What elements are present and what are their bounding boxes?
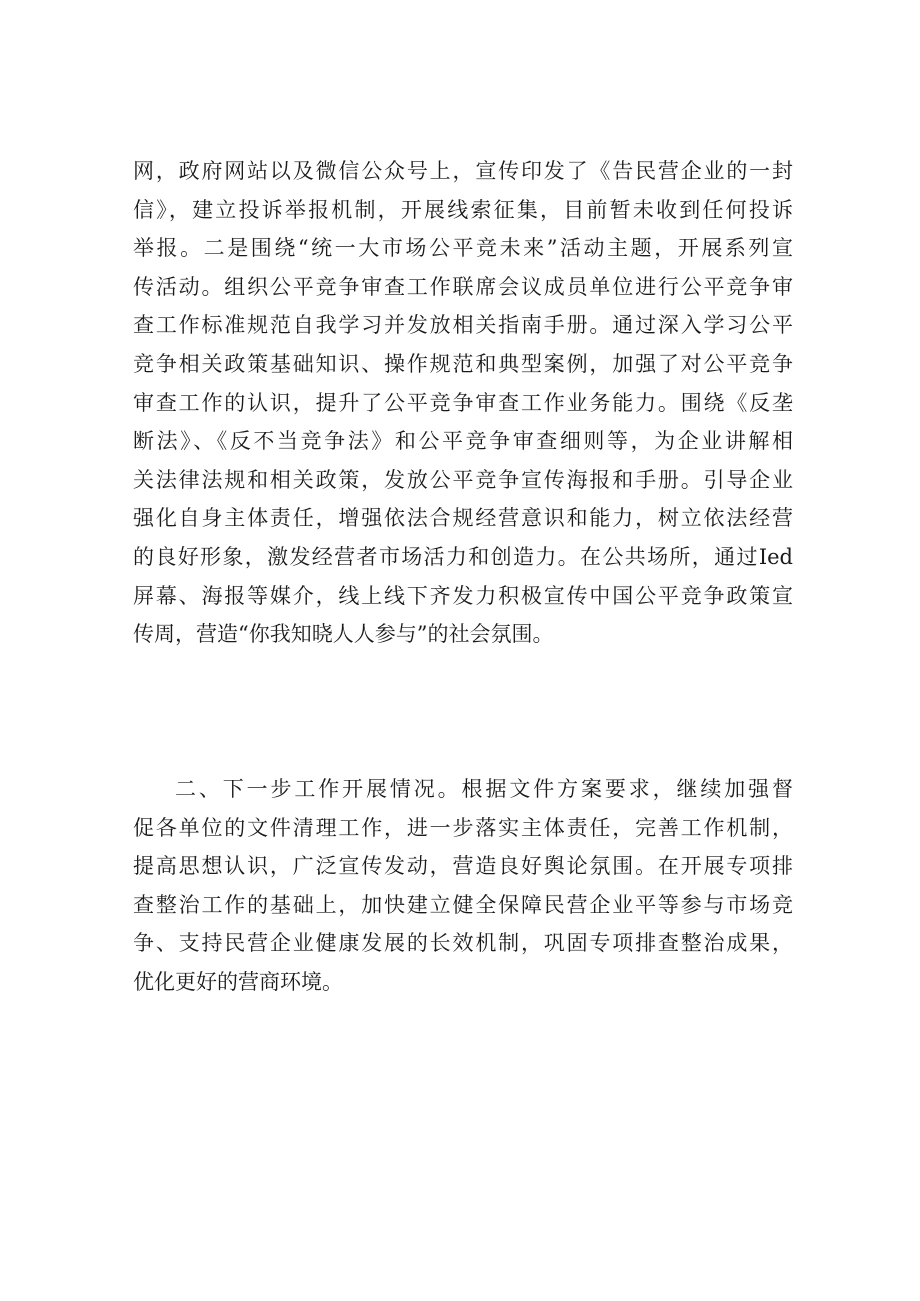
paragraph-line: 强化自身主体责任，增强依法合规经营意识和能力，树立依法经营 [133, 506, 793, 531]
paragraph-line: 举报。二是围绕“统一大市场公平竞未来”活动主题，开展系列宣 [133, 236, 793, 261]
paragraph-line: 争、支持民营企业健康发展的长效机制，巩固专项排查整治成果， [133, 931, 793, 956]
paragraph-line: 屏幕、海报等媒介，线上线下齐发力积极宣传中国公平竞争政策宣 [133, 583, 793, 608]
body-paragraph-2 [133, 770, 793, 1002]
paragraph-line: 查工作标准规范自我学习并发放相关指南手册。通过深入学习公平 [133, 313, 793, 338]
paragraph-line: 提高思想认识，广泛宣传发动，营造良好舆论氛围。在开展专项排 [133, 854, 793, 879]
paragraph-line: 传活动。组织公平竞争审查工作联席会议成员单位进行公平竞争审 [133, 274, 793, 299]
paragraph-line: 的良好形象，激发经营者市场活力和创造力。在公共场所，通过Ied [133, 544, 793, 569]
paragraph-line: 查整治工作的基础上，加快建立健全保障民营企业平等参与市场竞 [133, 892, 793, 917]
body-paragraph-1 [133, 152, 793, 654]
paragraph-line: 断法》、《反不当竞争法》和公平竞争审查细则等，为企业讲解相 [133, 429, 793, 454]
paragraph-line: 二、下一步工作开展情况。根据文件方案要求，继续加强督 [175, 777, 793, 801]
paragraph-line: 审查工作的认识，提升了公平竞争审查工作业务能力。围绕《反垄 [133, 390, 793, 415]
paragraph-line: 网，政府网站以及微信公众号上，宣传印发了《告民营企业的一封 [133, 159, 793, 183]
paragraph-line: 信》，建立投诉举报机制，开展线索征集，目前暂未收到任何投诉 [133, 197, 793, 222]
paragraph-line: 关法律法规和相关政策，发放公平竞争宣传海报和手册。引导企业 [133, 467, 793, 492]
paragraph-line: 竞争相关政策基础知识、操作规范和典型案例，加强了对公平竞争 [133, 351, 793, 376]
paragraph-line: 促各单位的文件清理工作，进一步落实主体责任，完善工作机制， [133, 815, 793, 840]
paragraph-line: 传周，营造“你我知晓人人参与”的社会氛围。 [133, 622, 554, 647]
paragraph-line: 优化更好的营商环境。 [133, 969, 343, 994]
